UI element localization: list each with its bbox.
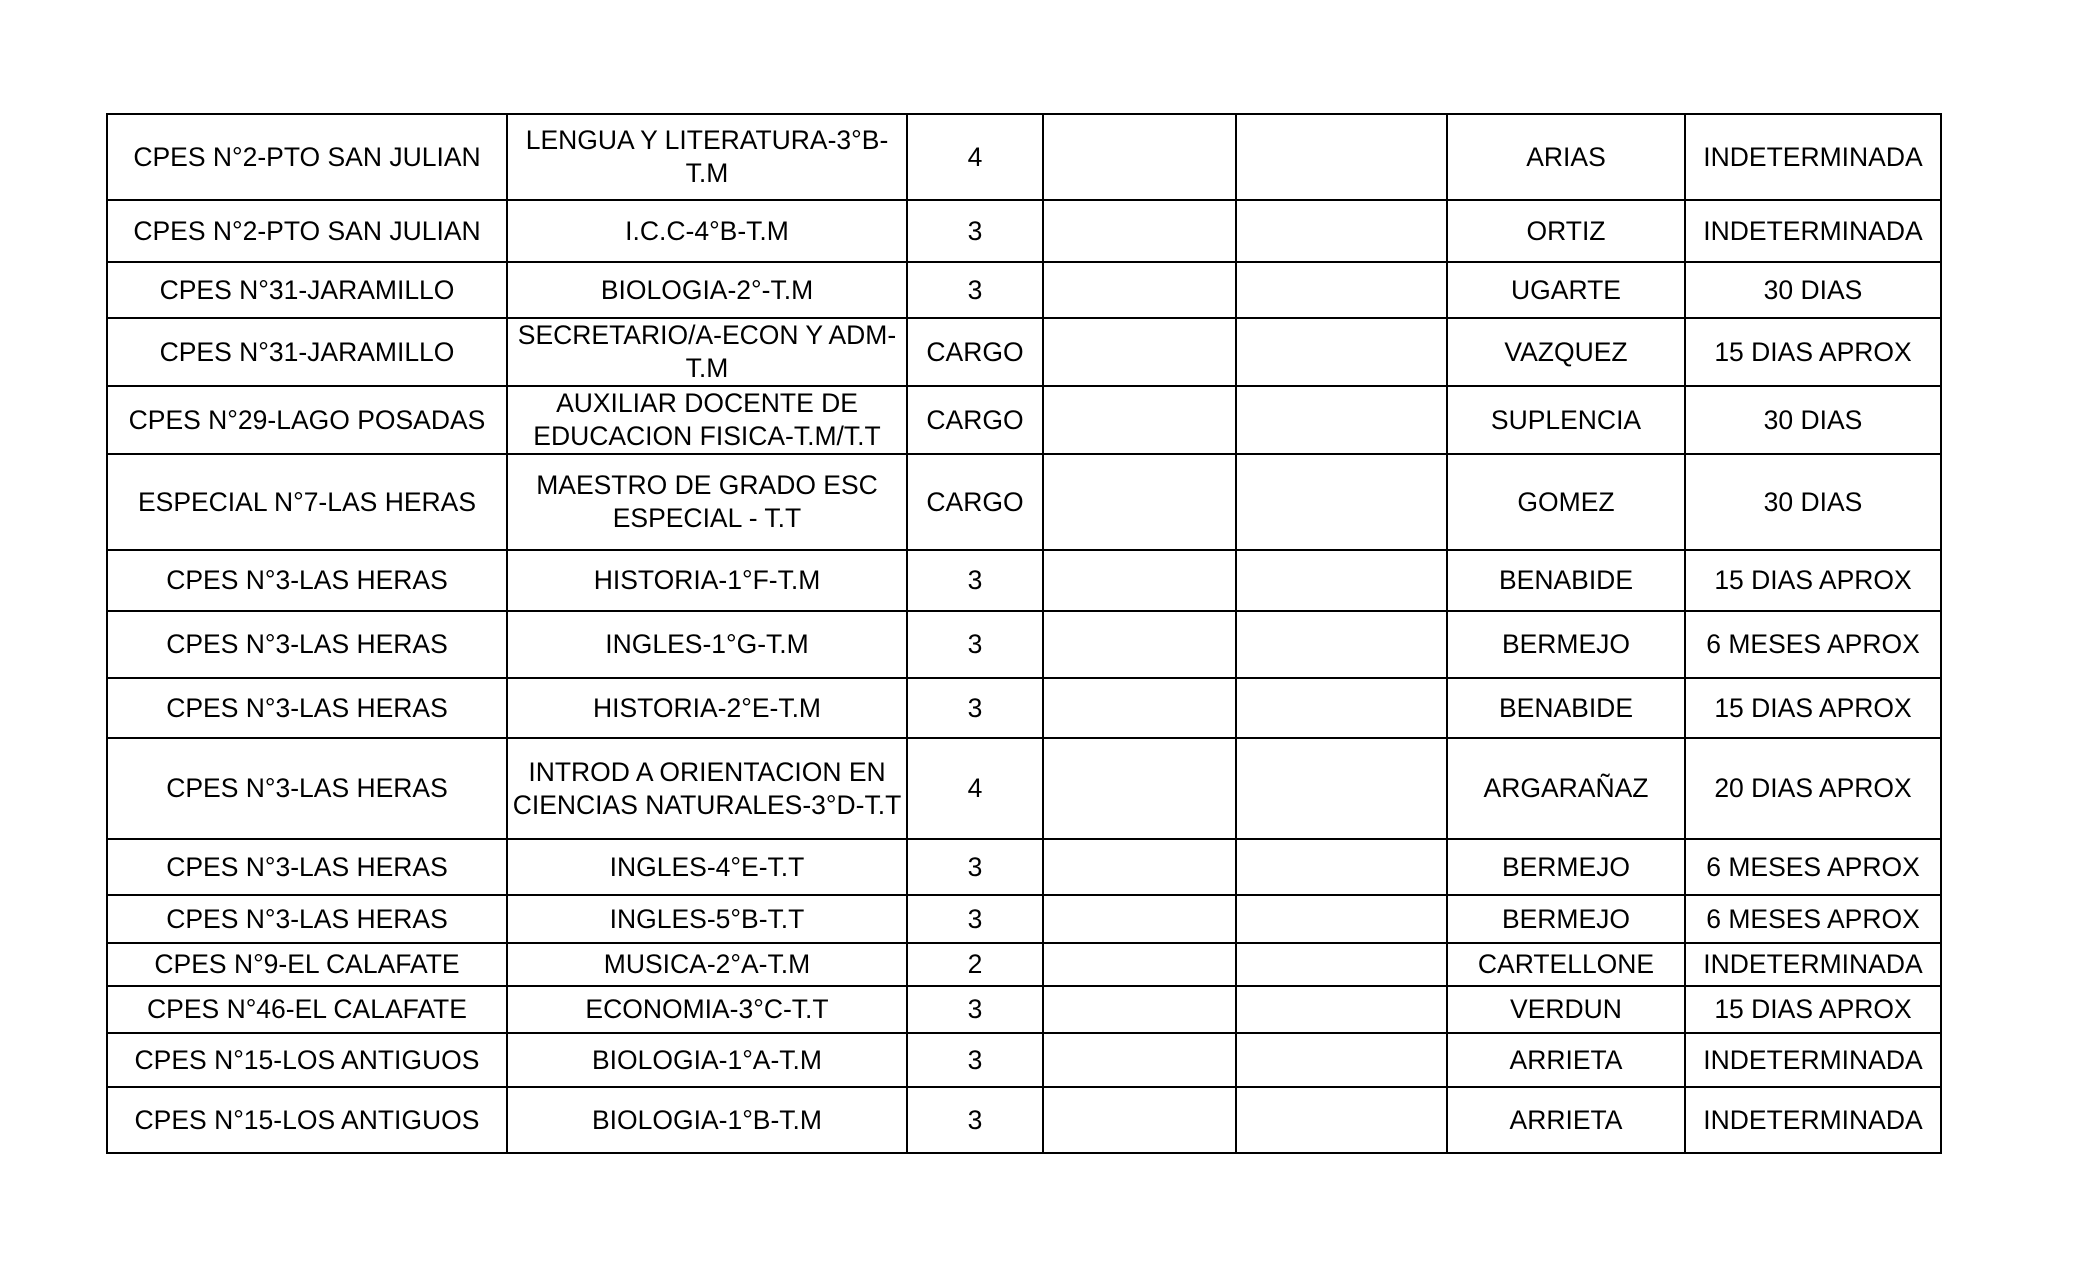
empty-cell-2 [1236,550,1447,611]
table-row [107,611,1941,678]
table-row [107,318,1941,386]
subject-cell: ECONOMIA-3°C-T.T [507,986,907,1033]
subject-cell: INGLES-1°G-T.M [507,611,907,678]
duration-cell: INDETERMINADA [1685,114,1941,200]
table-row [107,986,1941,1033]
empty-cell-2 [1236,943,1447,986]
hours-cell: 3 [907,895,1043,943]
holder-cell: UGARTE [1447,262,1685,318]
empty-cell-2 [1236,262,1447,318]
hours-cell: 3 [907,200,1043,262]
empty-cell-1 [1043,550,1236,611]
holder-cell: BENABIDE [1447,678,1685,738]
duration-cell: INDETERMINADA [1685,1033,1941,1087]
hours-cell: 4 [907,738,1043,839]
school-cell: CPES N°15-LOS ANTIGUOS [107,1033,507,1087]
school-cell: CPES N°3-LAS HERAS [107,738,507,839]
school-cell: CPES N°31-JARAMILLO [107,318,507,386]
school-cell: CPES N°3-LAS HERAS [107,678,507,738]
subject-cell: MUSICA-2°A-T.M [507,943,907,986]
table-body [107,114,1941,1153]
table-row [107,738,1941,839]
hours-cell: CARGO [907,386,1043,454]
duration-cell: 6 MESES APROX [1685,895,1941,943]
empty-cell-2 [1236,986,1447,1033]
empty-cell-2 [1236,114,1447,200]
duration-cell: 30 DIAS [1685,262,1941,318]
hours-cell: CARGO [907,318,1043,386]
empty-cell-1 [1043,454,1236,550]
empty-cell-2 [1236,454,1447,550]
duration-cell: 15 DIAS APROX [1685,550,1941,611]
hours-cell: 3 [907,839,1043,895]
empty-cell-1 [1043,386,1236,454]
holder-cell: BERMEJO [1447,839,1685,895]
duration-cell: 15 DIAS APROX [1685,986,1941,1033]
subject-cell: INTROD A ORIENTACION EN CIENCIAS NATURALES-3°D-T.T [507,738,907,839]
school-cell: CPES N°46-EL CALAFATE [107,986,507,1033]
school-cell: CPES N°3-LAS HERAS [107,839,507,895]
subject-cell: HISTORIA-1°F-T.M [507,550,907,611]
table-row [107,200,1941,262]
table-row [107,262,1941,318]
duration-cell: INDETERMINADA [1685,943,1941,986]
table-row [107,550,1941,611]
school-cell: CPES N°2-PTO SAN JULIAN [107,200,507,262]
table-row [107,1033,1941,1087]
duration-cell: 6 MESES APROX [1685,611,1941,678]
empty-cell-2 [1236,1087,1447,1153]
table-row [107,895,1941,943]
empty-cell-2 [1236,318,1447,386]
subject-cell: HISTORIA-2°E-T.M [507,678,907,738]
empty-cell-1 [1043,318,1236,386]
empty-cell-2 [1236,1033,1447,1087]
holder-cell: BENABIDE [1447,550,1685,611]
duration-cell: 15 DIAS APROX [1685,318,1941,386]
subject-cell: MAESTRO DE GRADO ESC ESPECIAL - T.T [507,454,907,550]
empty-cell-1 [1043,611,1236,678]
subject-cell: INGLES-4°E-T.T [507,839,907,895]
holder-cell: ARRIETA [1447,1087,1685,1153]
holder-cell: GOMEZ [1447,454,1685,550]
empty-cell-2 [1236,386,1447,454]
hours-cell: 2 [907,943,1043,986]
holder-cell: VERDUN [1447,986,1685,1033]
school-cell: CPES N°3-LAS HERAS [107,550,507,611]
school-cell: CPES N°3-LAS HERAS [107,895,507,943]
duration-cell: 30 DIAS [1685,454,1941,550]
holder-cell: BERMEJO [1447,895,1685,943]
duration-cell: 20 DIAS APROX [1685,738,1941,839]
subject-cell: SECRETARIO/A-ECON Y ADM-T.M [507,318,907,386]
holder-cell: ARGARAÑAZ [1447,738,1685,839]
table-row [107,1087,1941,1153]
table-row [107,454,1941,550]
school-cell: CPES N°15-LOS ANTIGUOS [107,1087,507,1153]
empty-cell-2 [1236,738,1447,839]
empty-cell-1 [1043,200,1236,262]
subject-cell: BIOLOGIA-1°B-T.M [507,1087,907,1153]
hours-cell: 3 [907,1033,1043,1087]
subject-cell: I.C.C-4°B-T.M [507,200,907,262]
empty-cell-1 [1043,738,1236,839]
empty-cell-1 [1043,262,1236,318]
holder-cell: VAZQUEZ [1447,318,1685,386]
holder-cell: ARIAS [1447,114,1685,200]
empty-cell-2 [1236,839,1447,895]
empty-cell-1 [1043,1033,1236,1087]
hours-cell: 4 [907,114,1043,200]
school-cell: CPES N°31-JARAMILLO [107,262,507,318]
school-cell: CPES N°9-EL CALAFATE [107,943,507,986]
empty-cell-2 [1236,611,1447,678]
subject-cell: BIOLOGIA-2°-T.M [507,262,907,318]
empty-cell-2 [1236,200,1447,262]
school-cell: CPES N°3-LAS HERAS [107,611,507,678]
hours-cell: CARGO [907,454,1043,550]
empty-cell-2 [1236,678,1447,738]
duration-cell: INDETERMINADA [1685,1087,1941,1153]
hours-cell: 3 [907,611,1043,678]
table-row [107,943,1941,986]
table-row [107,839,1941,895]
empty-cell-1 [1043,839,1236,895]
school-cell: CPES N°29-LAGO POSADAS [107,386,507,454]
duration-cell: 30 DIAS [1685,386,1941,454]
duration-cell: INDETERMINADA [1685,200,1941,262]
vacancy-table [106,113,1942,1154]
duration-cell: 6 MESES APROX [1685,839,1941,895]
subject-cell: LENGUA Y LITERATURA-3°B-T.M [507,114,907,200]
holder-cell: CARTELLONE [1447,943,1685,986]
hours-cell: 3 [907,986,1043,1033]
empty-cell-1 [1043,1087,1236,1153]
empty-cell-1 [1043,678,1236,738]
school-cell: ESPECIAL N°7-LAS HERAS [107,454,507,550]
empty-cell-2 [1236,895,1447,943]
holder-cell: BERMEJO [1447,611,1685,678]
table-row [107,386,1941,454]
holder-cell: ARRIETA [1447,1033,1685,1087]
subject-cell: AUXILIAR DOCENTE DE EDUCACION FISICA-T.M/T.T [507,386,907,454]
holder-cell: SUPLENCIA [1447,386,1685,454]
empty-cell-1 [1043,986,1236,1033]
subject-cell: BIOLOGIA-1°A-T.M [507,1033,907,1087]
hours-cell: 3 [907,262,1043,318]
empty-cell-1 [1043,114,1236,200]
subject-cell: INGLES-5°B-T.T [507,895,907,943]
hours-cell: 3 [907,550,1043,611]
table-row [107,114,1941,200]
school-cell: CPES N°2-PTO SAN JULIAN [107,114,507,200]
holder-cell: ORTIZ [1447,200,1685,262]
hours-cell: 3 [907,1087,1043,1153]
hours-cell: 3 [907,678,1043,738]
empty-cell-1 [1043,895,1236,943]
empty-cell-1 [1043,943,1236,986]
table-row [107,678,1941,738]
duration-cell: 15 DIAS APROX [1685,678,1941,738]
